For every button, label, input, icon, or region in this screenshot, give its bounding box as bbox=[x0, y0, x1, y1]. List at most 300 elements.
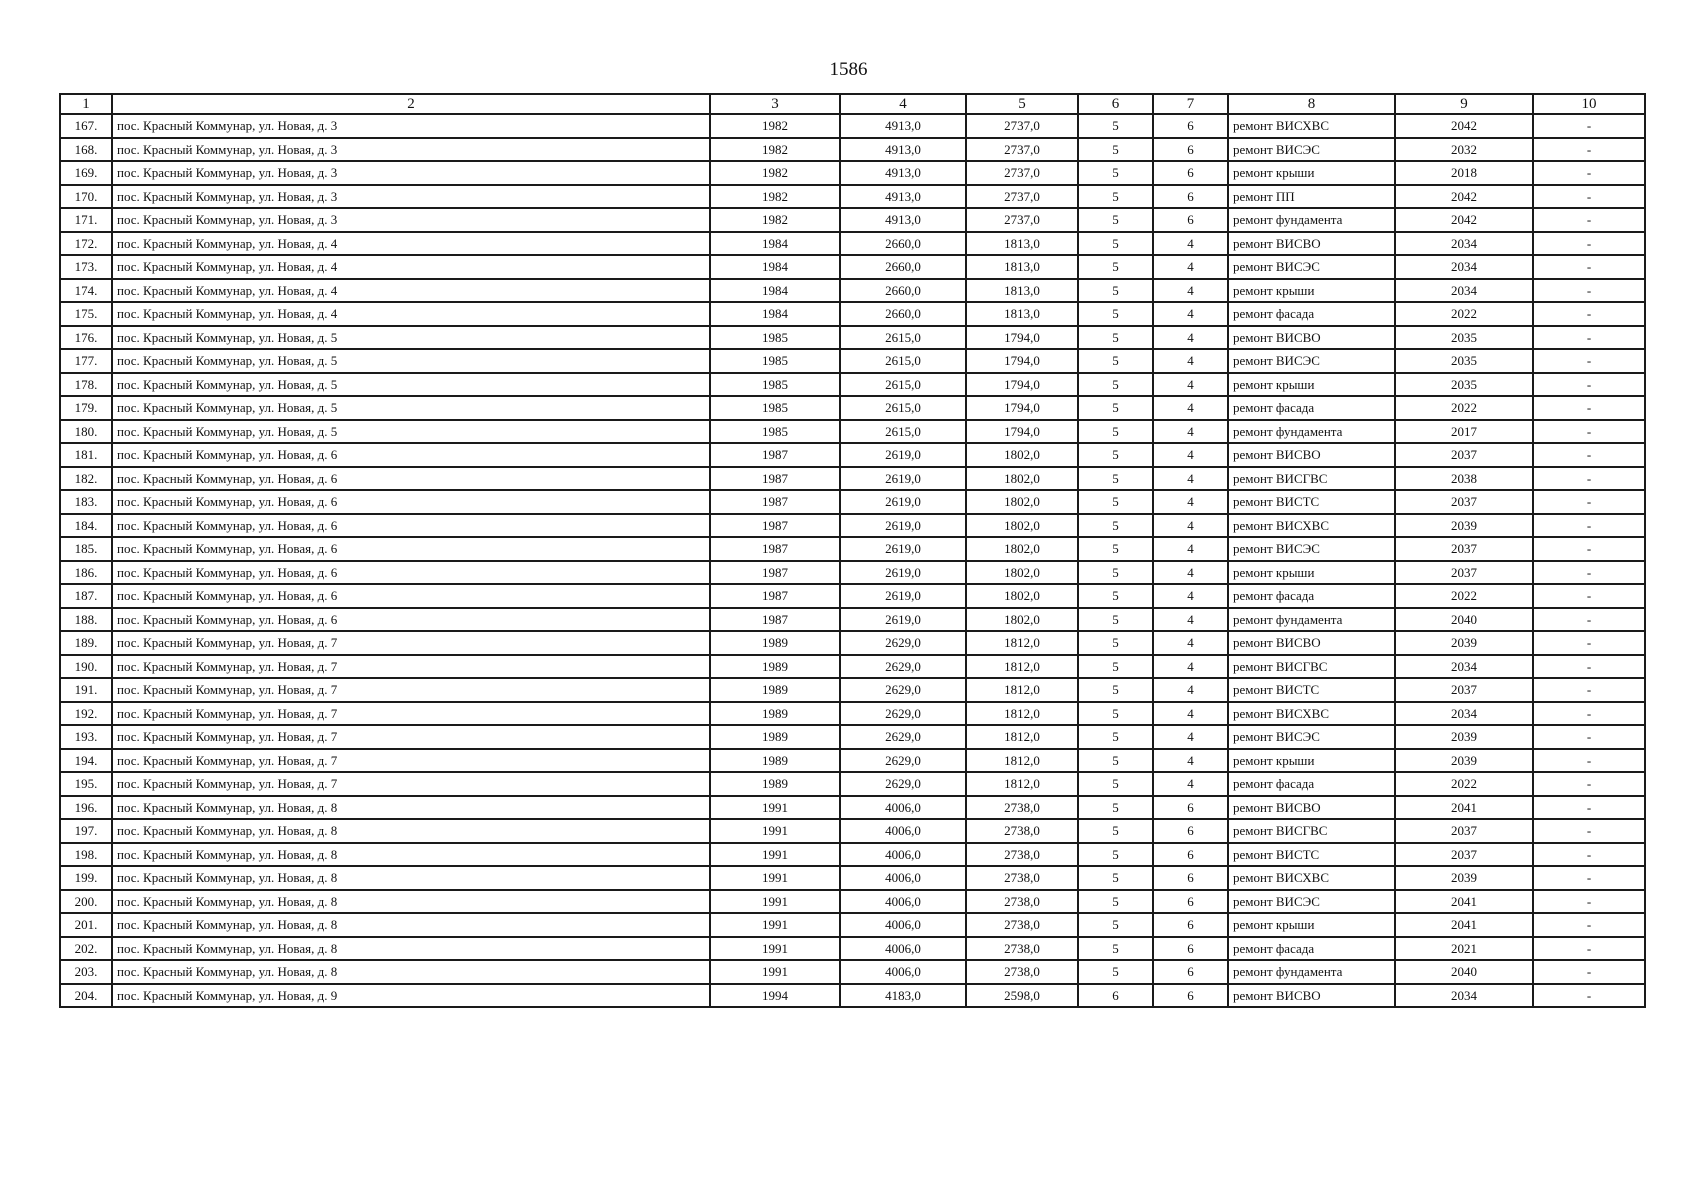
total-area-cell: 4913,0 bbox=[840, 114, 966, 138]
row-number: 182. bbox=[60, 467, 112, 491]
total-area-cell: 2629,0 bbox=[840, 631, 966, 655]
total-area-cell: 4913,0 bbox=[840, 161, 966, 185]
table-row bbox=[60, 772, 1645, 796]
table-row bbox=[60, 349, 1645, 373]
floors-cell: 5 bbox=[1078, 819, 1153, 843]
table-row bbox=[60, 114, 1645, 138]
total-area-cell: 2619,0 bbox=[840, 514, 966, 538]
living-area-cell: 1802,0 bbox=[966, 443, 1078, 467]
planned-year-cell: 2034 bbox=[1395, 984, 1533, 1008]
entrances-cell: 4 bbox=[1153, 537, 1228, 561]
planned-year-cell: 2041 bbox=[1395, 890, 1533, 914]
planned-year-cell: 2034 bbox=[1395, 702, 1533, 726]
planned-year-cell: 2035 bbox=[1395, 349, 1533, 373]
row-number: 202. bbox=[60, 937, 112, 961]
floors-cell: 5 bbox=[1078, 725, 1153, 749]
entrances-cell: 4 bbox=[1153, 302, 1228, 326]
floors-cell: 5 bbox=[1078, 631, 1153, 655]
note-cell: - bbox=[1533, 255, 1645, 279]
work-type-cell: ремонт ВИСГВС bbox=[1228, 655, 1395, 679]
entrances-cell: 4 bbox=[1153, 349, 1228, 373]
year-cell: 1984 bbox=[710, 255, 840, 279]
total-area-cell: 4006,0 bbox=[840, 796, 966, 820]
total-area-cell: 2619,0 bbox=[840, 608, 966, 632]
living-area-cell: 2738,0 bbox=[966, 890, 1078, 914]
address-cell: пос. Красный Коммунар, ул. Новая, д. 6 bbox=[112, 608, 710, 632]
total-area-cell: 4006,0 bbox=[840, 890, 966, 914]
column-header: 8 bbox=[1228, 94, 1395, 114]
work-type-cell: ремонт крыши bbox=[1228, 279, 1395, 303]
total-area-cell: 2619,0 bbox=[840, 490, 966, 514]
planned-year-cell: 2037 bbox=[1395, 443, 1533, 467]
row-number: 170. bbox=[60, 185, 112, 209]
entrances-cell: 4 bbox=[1153, 490, 1228, 514]
year-cell: 1989 bbox=[710, 702, 840, 726]
table-row bbox=[60, 584, 1645, 608]
year-cell: 1987 bbox=[710, 584, 840, 608]
entrances-cell: 6 bbox=[1153, 114, 1228, 138]
address-cell: пос. Красный Коммунар, ул. Новая, д. 5 bbox=[112, 396, 710, 420]
note-cell: - bbox=[1533, 514, 1645, 538]
living-area-cell: 1802,0 bbox=[966, 608, 1078, 632]
table-row bbox=[60, 937, 1645, 961]
work-type-cell: ремонт ВИСЭС bbox=[1228, 138, 1395, 162]
work-type-cell: ремонт ВИСВО bbox=[1228, 443, 1395, 467]
table-row bbox=[60, 537, 1645, 561]
total-area-cell: 4006,0 bbox=[840, 866, 966, 890]
row-number: 173. bbox=[60, 255, 112, 279]
year-cell: 1987 bbox=[710, 467, 840, 491]
floors-cell: 5 bbox=[1078, 373, 1153, 397]
living-area-cell: 1813,0 bbox=[966, 302, 1078, 326]
table-row bbox=[60, 796, 1645, 820]
entrances-cell: 4 bbox=[1153, 725, 1228, 749]
floors-cell: 5 bbox=[1078, 866, 1153, 890]
address-cell: пос. Красный Коммунар, ул. Новая, д. 8 bbox=[112, 913, 710, 937]
year-cell: 1982 bbox=[710, 185, 840, 209]
row-number: 201. bbox=[60, 913, 112, 937]
row-number: 203. bbox=[60, 960, 112, 984]
total-area-cell: 2629,0 bbox=[840, 702, 966, 726]
floors-cell: 5 bbox=[1078, 655, 1153, 679]
floors-cell: 5 bbox=[1078, 443, 1153, 467]
table-row bbox=[60, 255, 1645, 279]
row-number: 197. bbox=[60, 819, 112, 843]
address-cell: пос. Красный Коммунар, ул. Новая, д. 8 bbox=[112, 937, 710, 961]
address-cell: пос. Красный Коммунар, ул. Новая, д. 3 bbox=[112, 161, 710, 185]
address-cell: пос. Красный Коммунар, ул. Новая, д. 5 bbox=[112, 326, 710, 350]
total-area-cell: 2660,0 bbox=[840, 255, 966, 279]
column-header: 10 bbox=[1533, 94, 1645, 114]
total-area-cell: 2660,0 bbox=[840, 232, 966, 256]
living-area-cell: 2737,0 bbox=[966, 138, 1078, 162]
entrances-cell: 4 bbox=[1153, 678, 1228, 702]
work-type-cell: ремонт крыши bbox=[1228, 561, 1395, 585]
note-cell: - bbox=[1533, 608, 1645, 632]
repair-schedule-table bbox=[59, 93, 1646, 1008]
column-header: 3 bbox=[710, 94, 840, 114]
table-row bbox=[60, 631, 1645, 655]
entrances-cell: 6 bbox=[1153, 843, 1228, 867]
planned-year-cell: 2040 bbox=[1395, 960, 1533, 984]
total-area-cell: 2629,0 bbox=[840, 655, 966, 679]
floors-cell: 5 bbox=[1078, 678, 1153, 702]
total-area-cell: 2619,0 bbox=[840, 467, 966, 491]
living-area-cell: 2598,0 bbox=[966, 984, 1078, 1008]
floors-cell: 5 bbox=[1078, 467, 1153, 491]
entrances-cell: 6 bbox=[1153, 913, 1228, 937]
row-number: 193. bbox=[60, 725, 112, 749]
floors-cell: 6 bbox=[1078, 984, 1153, 1008]
work-type-cell: ремонт фундамента bbox=[1228, 420, 1395, 444]
floors-cell: 5 bbox=[1078, 561, 1153, 585]
note-cell: - bbox=[1533, 561, 1645, 585]
total-area-cell: 4913,0 bbox=[840, 138, 966, 162]
planned-year-cell: 2039 bbox=[1395, 866, 1533, 890]
living-area-cell: 1802,0 bbox=[966, 584, 1078, 608]
total-area-cell: 2615,0 bbox=[840, 420, 966, 444]
total-area-cell: 2619,0 bbox=[840, 561, 966, 585]
floors-cell: 5 bbox=[1078, 749, 1153, 773]
address-cell: пос. Красный Коммунар, ул. Новая, д. 7 bbox=[112, 655, 710, 679]
floors-cell: 5 bbox=[1078, 232, 1153, 256]
planned-year-cell: 2035 bbox=[1395, 373, 1533, 397]
year-cell: 1991 bbox=[710, 960, 840, 984]
entrances-cell: 4 bbox=[1153, 255, 1228, 279]
living-area-cell: 1802,0 bbox=[966, 490, 1078, 514]
floors-cell: 5 bbox=[1078, 185, 1153, 209]
address-cell: пос. Красный Коммунар, ул. Новая, д. 6 bbox=[112, 443, 710, 467]
floors-cell: 5 bbox=[1078, 302, 1153, 326]
living-area-cell: 2738,0 bbox=[966, 819, 1078, 843]
total-area-cell: 4913,0 bbox=[840, 208, 966, 232]
year-cell: 1982 bbox=[710, 138, 840, 162]
table-row bbox=[60, 420, 1645, 444]
table-row bbox=[60, 561, 1645, 585]
floors-cell: 5 bbox=[1078, 161, 1153, 185]
year-cell: 1991 bbox=[710, 937, 840, 961]
note-cell: - bbox=[1533, 749, 1645, 773]
table-row bbox=[60, 467, 1645, 491]
note-cell: - bbox=[1533, 302, 1645, 326]
year-cell: 1994 bbox=[710, 984, 840, 1008]
row-number: 199. bbox=[60, 866, 112, 890]
address-cell: пос. Красный Коммунар, ул. Новая, д. 3 bbox=[112, 138, 710, 162]
row-number: 178. bbox=[60, 373, 112, 397]
work-type-cell: ремонт ПП bbox=[1228, 185, 1395, 209]
floors-cell: 5 bbox=[1078, 255, 1153, 279]
floors-cell: 5 bbox=[1078, 208, 1153, 232]
table-row bbox=[60, 232, 1645, 256]
column-header: 5 bbox=[966, 94, 1078, 114]
total-area-cell: 2660,0 bbox=[840, 279, 966, 303]
table-row bbox=[60, 208, 1645, 232]
note-cell: - bbox=[1533, 890, 1645, 914]
living-area-cell: 1794,0 bbox=[966, 326, 1078, 350]
total-area-cell: 2629,0 bbox=[840, 749, 966, 773]
work-type-cell: ремонт ВИСВО bbox=[1228, 631, 1395, 655]
work-type-cell: ремонт крыши bbox=[1228, 749, 1395, 773]
planned-year-cell: 2042 bbox=[1395, 185, 1533, 209]
work-type-cell: ремонт фасада bbox=[1228, 584, 1395, 608]
work-type-cell: ремонт ВИСЭС bbox=[1228, 255, 1395, 279]
work-type-cell: ремонт ВИСВО bbox=[1228, 232, 1395, 256]
floors-cell: 5 bbox=[1078, 702, 1153, 726]
note-cell: - bbox=[1533, 631, 1645, 655]
planned-year-cell: 2039 bbox=[1395, 631, 1533, 655]
floors-cell: 5 bbox=[1078, 537, 1153, 561]
living-area-cell: 2738,0 bbox=[966, 960, 1078, 984]
floors-cell: 5 bbox=[1078, 913, 1153, 937]
note-cell: - bbox=[1533, 443, 1645, 467]
year-cell: 1984 bbox=[710, 279, 840, 303]
note-cell: - bbox=[1533, 819, 1645, 843]
living-area-cell: 1812,0 bbox=[966, 725, 1078, 749]
note-cell: - bbox=[1533, 373, 1645, 397]
year-cell: 1989 bbox=[710, 749, 840, 773]
row-number: 175. bbox=[60, 302, 112, 326]
note-cell: - bbox=[1533, 208, 1645, 232]
row-number: 189. bbox=[60, 631, 112, 655]
address-cell: пос. Красный Коммунар, ул. Новая, д. 5 bbox=[112, 349, 710, 373]
floors-cell: 5 bbox=[1078, 490, 1153, 514]
note-cell: - bbox=[1533, 232, 1645, 256]
entrances-cell: 6 bbox=[1153, 161, 1228, 185]
column-header: 7 bbox=[1153, 94, 1228, 114]
entrances-cell: 6 bbox=[1153, 819, 1228, 843]
note-cell: - bbox=[1533, 349, 1645, 373]
address-cell: пос. Красный Коммунар, ул. Новая, д. 7 bbox=[112, 772, 710, 796]
floors-cell: 5 bbox=[1078, 772, 1153, 796]
entrances-cell: 4 bbox=[1153, 749, 1228, 773]
planned-year-cell: 2038 bbox=[1395, 467, 1533, 491]
table-header-row bbox=[60, 94, 1645, 114]
living-area-cell: 1812,0 bbox=[966, 678, 1078, 702]
row-number: 186. bbox=[60, 561, 112, 585]
living-area-cell: 1812,0 bbox=[966, 631, 1078, 655]
year-cell: 1984 bbox=[710, 232, 840, 256]
row-number: 200. bbox=[60, 890, 112, 914]
work-type-cell: ремонт ВИСВО bbox=[1228, 984, 1395, 1008]
total-area-cell: 4006,0 bbox=[840, 937, 966, 961]
total-area-cell: 4913,0 bbox=[840, 185, 966, 209]
table-row bbox=[60, 819, 1645, 843]
floors-cell: 5 bbox=[1078, 843, 1153, 867]
floors-cell: 5 bbox=[1078, 326, 1153, 350]
address-cell: пос. Красный Коммунар, ул. Новая, д. 3 bbox=[112, 185, 710, 209]
note-cell: - bbox=[1533, 772, 1645, 796]
work-type-cell: ремонт ВИСЭС bbox=[1228, 890, 1395, 914]
note-cell: - bbox=[1533, 584, 1645, 608]
total-area-cell: 2660,0 bbox=[840, 302, 966, 326]
living-area-cell: 2737,0 bbox=[966, 161, 1078, 185]
year-cell: 1987 bbox=[710, 561, 840, 585]
entrances-cell: 4 bbox=[1153, 655, 1228, 679]
address-cell: пос. Красный Коммунар, ул. Новая, д. 9 bbox=[112, 984, 710, 1008]
entrances-cell: 6 bbox=[1153, 866, 1228, 890]
year-cell: 1985 bbox=[710, 396, 840, 420]
floors-cell: 5 bbox=[1078, 796, 1153, 820]
address-cell: пос. Красный Коммунар, ул. Новая, д. 4 bbox=[112, 302, 710, 326]
row-number: 183. bbox=[60, 490, 112, 514]
living-area-cell: 1794,0 bbox=[966, 396, 1078, 420]
work-type-cell: ремонт крыши bbox=[1228, 373, 1395, 397]
note-cell: - bbox=[1533, 655, 1645, 679]
row-number: 190. bbox=[60, 655, 112, 679]
address-cell: пос. Красный Коммунар, ул. Новая, д. 8 bbox=[112, 796, 710, 820]
note-cell: - bbox=[1533, 490, 1645, 514]
address-cell: пос. Красный Коммунар, ул. Новая, д. 7 bbox=[112, 749, 710, 773]
entrances-cell: 4 bbox=[1153, 514, 1228, 538]
year-cell: 1987 bbox=[710, 490, 840, 514]
floors-cell: 5 bbox=[1078, 349, 1153, 373]
planned-year-cell: 2022 bbox=[1395, 584, 1533, 608]
work-type-cell: ремонт фундамента bbox=[1228, 960, 1395, 984]
address-cell: пос. Красный Коммунар, ул. Новая, д. 6 bbox=[112, 467, 710, 491]
note-cell: - bbox=[1533, 913, 1645, 937]
table-row bbox=[60, 373, 1645, 397]
page-number bbox=[0, 58, 1697, 82]
column-header: 6 bbox=[1078, 94, 1153, 114]
table-row bbox=[60, 984, 1645, 1008]
planned-year-cell: 2039 bbox=[1395, 514, 1533, 538]
row-number: 167. bbox=[60, 114, 112, 138]
note-cell: - bbox=[1533, 114, 1645, 138]
work-type-cell: ремонт ВИСХВС bbox=[1228, 866, 1395, 890]
year-cell: 1982 bbox=[710, 114, 840, 138]
work-type-cell: ремонт фасада bbox=[1228, 937, 1395, 961]
planned-year-cell: 2035 bbox=[1395, 326, 1533, 350]
row-number: 169. bbox=[60, 161, 112, 185]
planned-year-cell: 2034 bbox=[1395, 655, 1533, 679]
column-header: 1 bbox=[60, 94, 112, 114]
entrances-cell: 4 bbox=[1153, 561, 1228, 585]
row-number: 198. bbox=[60, 843, 112, 867]
row-number: 187. bbox=[60, 584, 112, 608]
year-cell: 1989 bbox=[710, 678, 840, 702]
planned-year-cell: 2034 bbox=[1395, 255, 1533, 279]
year-cell: 1985 bbox=[710, 349, 840, 373]
living-area-cell: 1802,0 bbox=[966, 514, 1078, 538]
entrances-cell: 4 bbox=[1153, 373, 1228, 397]
work-type-cell: ремонт ВИСВО bbox=[1228, 796, 1395, 820]
table-row bbox=[60, 608, 1645, 632]
row-number: 192. bbox=[60, 702, 112, 726]
total-area-cell: 2619,0 bbox=[840, 443, 966, 467]
floors-cell: 5 bbox=[1078, 960, 1153, 984]
planned-year-cell: 2034 bbox=[1395, 232, 1533, 256]
table-row bbox=[60, 396, 1645, 420]
note-cell: - bbox=[1533, 537, 1645, 561]
entrances-cell: 4 bbox=[1153, 631, 1228, 655]
total-area-cell: 2629,0 bbox=[840, 678, 966, 702]
row-number: 172. bbox=[60, 232, 112, 256]
year-cell: 1985 bbox=[710, 420, 840, 444]
address-cell: пос. Красный Коммунар, ул. Новая, д. 6 bbox=[112, 490, 710, 514]
entrances-cell: 6 bbox=[1153, 960, 1228, 984]
table-row bbox=[60, 913, 1645, 937]
table-row bbox=[60, 161, 1645, 185]
address-cell: пос. Красный Коммунар, ул. Новая, д. 7 bbox=[112, 702, 710, 726]
entrances-cell: 4 bbox=[1153, 772, 1228, 796]
entrances-cell: 6 bbox=[1153, 890, 1228, 914]
year-cell: 1991 bbox=[710, 843, 840, 867]
year-cell: 1984 bbox=[710, 302, 840, 326]
floors-cell: 5 bbox=[1078, 279, 1153, 303]
entrances-cell: 6 bbox=[1153, 796, 1228, 820]
address-cell: пос. Красный Коммунар, ул. Новая, д. 8 bbox=[112, 843, 710, 867]
row-number: 168. bbox=[60, 138, 112, 162]
year-cell: 1989 bbox=[710, 725, 840, 749]
planned-year-cell: 2040 bbox=[1395, 608, 1533, 632]
living-area-cell: 1813,0 bbox=[966, 232, 1078, 256]
planned-year-cell: 2042 bbox=[1395, 208, 1533, 232]
year-cell: 1989 bbox=[710, 655, 840, 679]
table-row bbox=[60, 138, 1645, 162]
table-body bbox=[60, 114, 1645, 1007]
planned-year-cell: 2021 bbox=[1395, 937, 1533, 961]
total-area-cell: 4183,0 bbox=[840, 984, 966, 1008]
living-area-cell: 1812,0 bbox=[966, 749, 1078, 773]
entrances-cell: 4 bbox=[1153, 396, 1228, 420]
living-area-cell: 2738,0 bbox=[966, 866, 1078, 890]
address-cell: пос. Красный Коммунар, ул. Новая, д. 6 bbox=[112, 537, 710, 561]
floors-cell: 5 bbox=[1078, 114, 1153, 138]
address-cell: пос. Красный Коммунар, ул. Новая, д. 8 bbox=[112, 960, 710, 984]
entrances-cell: 4 bbox=[1153, 326, 1228, 350]
living-area-cell: 2737,0 bbox=[966, 208, 1078, 232]
work-type-cell: ремонт ВИСТС bbox=[1228, 843, 1395, 867]
entrances-cell: 4 bbox=[1153, 608, 1228, 632]
total-area-cell: 2615,0 bbox=[840, 373, 966, 397]
work-type-cell: ремонт фундамента bbox=[1228, 208, 1395, 232]
total-area-cell: 2629,0 bbox=[840, 772, 966, 796]
entrances-cell: 6 bbox=[1153, 937, 1228, 961]
address-cell: пос. Красный Коммунар, ул. Новая, д. 7 bbox=[112, 678, 710, 702]
year-cell: 1991 bbox=[710, 796, 840, 820]
table-row bbox=[60, 749, 1645, 773]
row-number: 184. bbox=[60, 514, 112, 538]
planned-year-cell: 2037 bbox=[1395, 678, 1533, 702]
year-cell: 1991 bbox=[710, 913, 840, 937]
work-type-cell: ремонт ВИСГВС bbox=[1228, 467, 1395, 491]
table-row bbox=[60, 655, 1645, 679]
year-cell: 1987 bbox=[710, 608, 840, 632]
living-area-cell: 1802,0 bbox=[966, 537, 1078, 561]
address-cell: пос. Красный Коммунар, ул. Новая, д. 6 bbox=[112, 514, 710, 538]
total-area-cell: 4006,0 bbox=[840, 843, 966, 867]
floors-cell: 5 bbox=[1078, 420, 1153, 444]
table-row bbox=[60, 443, 1645, 467]
address-cell: пос. Красный Коммунар, ул. Новая, д. 4 bbox=[112, 232, 710, 256]
living-area-cell: 1794,0 bbox=[966, 420, 1078, 444]
year-cell: 1991 bbox=[710, 866, 840, 890]
year-cell: 1987 bbox=[710, 514, 840, 538]
address-cell: пос. Красный Коммунар, ул. Новая, д. 5 bbox=[112, 373, 710, 397]
planned-year-cell: 2037 bbox=[1395, 843, 1533, 867]
row-number: 195. bbox=[60, 772, 112, 796]
planned-year-cell: 2018 bbox=[1395, 161, 1533, 185]
floors-cell: 5 bbox=[1078, 937, 1153, 961]
living-area-cell: 1813,0 bbox=[966, 255, 1078, 279]
planned-year-cell: 2037 bbox=[1395, 561, 1533, 585]
row-number: 181. bbox=[60, 443, 112, 467]
planned-year-cell: 2032 bbox=[1395, 138, 1533, 162]
table-row bbox=[60, 302, 1645, 326]
living-area-cell: 2737,0 bbox=[966, 185, 1078, 209]
living-area-cell: 1812,0 bbox=[966, 772, 1078, 796]
row-number: 176. bbox=[60, 326, 112, 350]
